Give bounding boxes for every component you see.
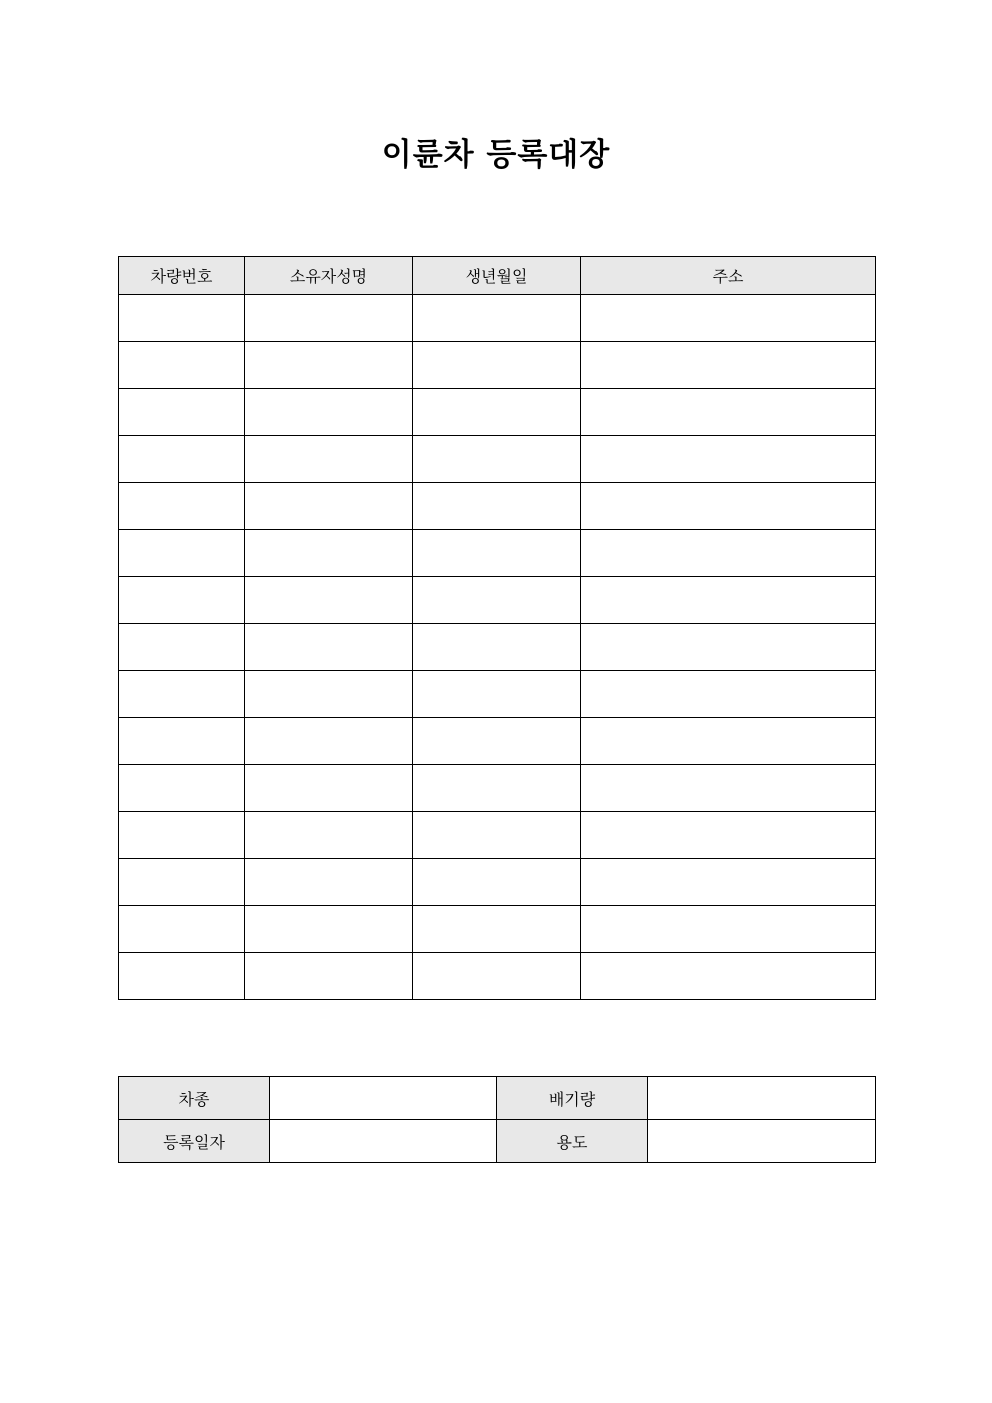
address-cell[interactable] <box>581 530 876 577</box>
address-cell[interactable] <box>581 295 876 342</box>
address-cell[interactable] <box>581 671 876 718</box>
table-row <box>119 436 876 483</box>
table-row <box>119 530 876 577</box>
owner-name-cell[interactable] <box>245 342 413 389</box>
birth-date-cell[interactable] <box>413 906 581 953</box>
vehicle-number-cell[interactable] <box>119 765 245 812</box>
vehicle-number-cell[interactable] <box>119 436 245 483</box>
registration-header-row <box>119 257 876 295</box>
owner-name-cell[interactable] <box>245 436 413 483</box>
owner-name-cell[interactable] <box>245 577 413 624</box>
table-row <box>119 671 876 718</box>
owner-name-cell[interactable] <box>245 718 413 765</box>
vehicle-number-cell[interactable] <box>119 718 245 765</box>
displacement-label: 배기량 <box>497 1077 648 1120</box>
address-cell[interactable] <box>581 342 876 389</box>
vehicle-number-cell[interactable] <box>119 812 245 859</box>
table-row <box>119 624 876 671</box>
vehicle-number-cell[interactable] <box>119 671 245 718</box>
address-cell[interactable] <box>581 765 876 812</box>
address-cell[interactable] <box>581 812 876 859</box>
vehicle-number-cell[interactable] <box>119 577 245 624</box>
vehicle-number-cell[interactable] <box>119 530 245 577</box>
registration-date-label: 등록일자 <box>119 1120 270 1163</box>
registration-table <box>118 256 876 1000</box>
table-row <box>119 718 876 765</box>
vehicle-type-label: 차종 <box>119 1077 270 1120</box>
owner-name-cell[interactable] <box>245 812 413 859</box>
table-row <box>119 389 876 436</box>
vehicle-number-cell[interactable] <box>119 483 245 530</box>
address-cell[interactable] <box>581 389 876 436</box>
owner-name-cell[interactable] <box>245 765 413 812</box>
table-row <box>119 483 876 530</box>
table-row <box>119 906 876 953</box>
birth-date-cell[interactable] <box>413 295 581 342</box>
birth-date-cell[interactable] <box>413 436 581 483</box>
birth-date-cell[interactable] <box>413 953 581 1000</box>
owner-name-cell[interactable] <box>245 624 413 671</box>
info-row <box>119 1077 876 1120</box>
address-cell[interactable] <box>581 718 876 765</box>
birth-date-cell[interactable] <box>413 483 581 530</box>
vehicle-info-table <box>118 1076 876 1163</box>
table-row <box>119 765 876 812</box>
address-cell[interactable] <box>581 859 876 906</box>
birth-date-cell[interactable] <box>413 671 581 718</box>
table-row <box>119 859 876 906</box>
table-row <box>119 342 876 389</box>
vehicle-number-cell[interactable] <box>119 624 245 671</box>
vehicle-number-cell[interactable] <box>119 859 245 906</box>
displacement-field[interactable] <box>648 1077 876 1120</box>
birth-date-cell[interactable] <box>413 389 581 436</box>
usage-field[interactable] <box>648 1120 876 1163</box>
vehicle-number-cell[interactable] <box>119 295 245 342</box>
vehicle-number-cell[interactable] <box>119 953 245 1000</box>
owner-name-cell[interactable] <box>245 295 413 342</box>
birth-date-cell[interactable] <box>413 577 581 624</box>
address-cell[interactable] <box>581 624 876 671</box>
birth-date-cell[interactable] <box>413 765 581 812</box>
owner-name-cell[interactable] <box>245 671 413 718</box>
column-header-address: 주소 <box>581 257 876 295</box>
address-cell[interactable] <box>581 953 876 1000</box>
birth-date-cell[interactable] <box>413 530 581 577</box>
address-cell[interactable] <box>581 436 876 483</box>
vehicle-number-cell[interactable] <box>119 342 245 389</box>
owner-name-cell[interactable] <box>245 906 413 953</box>
birth-date-cell[interactable] <box>413 718 581 765</box>
table-row <box>119 953 876 1000</box>
info-row <box>119 1120 876 1163</box>
column-header-birth-date: 생년월일 <box>413 257 581 295</box>
owner-name-cell[interactable] <box>245 389 413 436</box>
table-row <box>119 812 876 859</box>
owner-name-cell[interactable] <box>245 859 413 906</box>
birth-date-cell[interactable] <box>413 624 581 671</box>
table-row <box>119 295 876 342</box>
birth-date-cell[interactable] <box>413 859 581 906</box>
owner-name-cell[interactable] <box>245 483 413 530</box>
column-header-vehicle-number: 차량번호 <box>119 257 245 295</box>
vehicle-number-cell[interactable] <box>119 389 245 436</box>
owner-name-cell[interactable] <box>245 953 413 1000</box>
column-header-owner-name: 소유자성명 <box>245 257 413 295</box>
registration-date-field[interactable] <box>270 1120 497 1163</box>
vehicle-number-cell[interactable] <box>119 906 245 953</box>
birth-date-cell[interactable] <box>413 342 581 389</box>
document-title: 이륜차 등록대장 <box>381 137 611 173</box>
address-cell[interactable] <box>581 906 876 953</box>
address-cell[interactable] <box>581 577 876 624</box>
vehicle-type-field[interactable] <box>270 1077 497 1120</box>
table-row <box>119 577 876 624</box>
birth-date-cell[interactable] <box>413 812 581 859</box>
usage-label: 용도 <box>497 1120 648 1163</box>
owner-name-cell[interactable] <box>245 530 413 577</box>
address-cell[interactable] <box>581 483 876 530</box>
